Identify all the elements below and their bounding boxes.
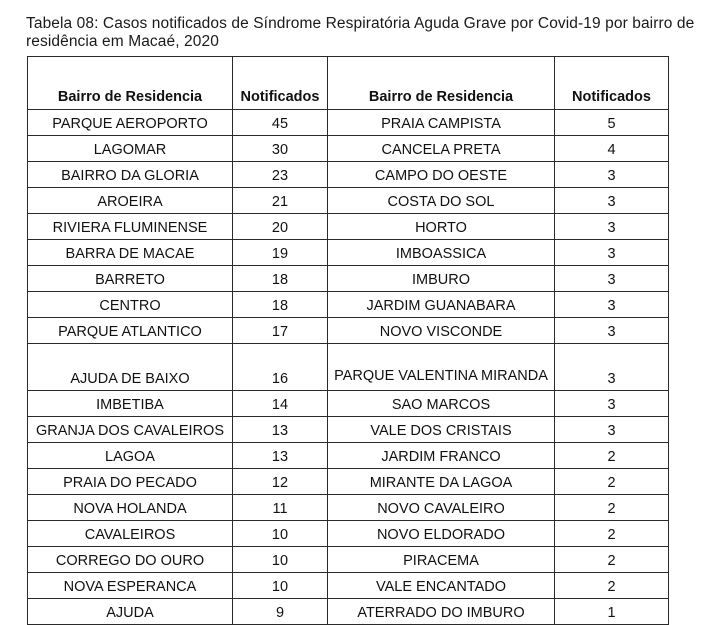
bairro-cell: BARRETO — [28, 266, 233, 292]
bairro-cell: AJUDA — [28, 599, 233, 625]
table-row — [28, 162, 669, 188]
notificados-cell: 10 — [233, 521, 328, 547]
bairro-cell: PRAIA DO PECADO — [28, 469, 233, 495]
notificados-cell: 30 — [233, 136, 328, 162]
bairro-cell: MIRANTE DA LAGOA — [328, 469, 555, 495]
bairro-cell: GRANJA DOS CAVALEIROS — [28, 417, 233, 443]
bairro-cell: HORTO — [328, 214, 555, 240]
bairro-cell: ATERRADO DO IMBURO — [328, 599, 555, 625]
notificados-cell: 19 — [233, 240, 328, 266]
bairro-cell: IMBURO — [328, 266, 555, 292]
bairro-cell: NOVO CAVALEIRO — [328, 495, 555, 521]
notificados-cell: 2 — [555, 547, 669, 573]
notificados-cell: 23 — [233, 162, 328, 188]
header-notificados-right: Notificados — [555, 57, 669, 110]
notificados-cell: 20 — [233, 214, 328, 240]
table-row — [28, 318, 669, 344]
bairro-cell: LAGOMAR — [28, 136, 233, 162]
notificados-cell: 1 — [555, 599, 669, 625]
bairro-cell: SAO MARCOS — [328, 391, 555, 417]
notificados-cell: 3 — [555, 240, 669, 266]
notificados-cell: 3 — [555, 391, 669, 417]
notificados-cell: 3 — [555, 292, 669, 318]
bairro-cell: BAIRRO DA GLORIA — [28, 162, 233, 188]
bairro-cell: CAVALEIROS — [28, 521, 233, 547]
header-bairro-left: Bairro de Residencia — [28, 57, 233, 110]
table-row — [28, 417, 669, 443]
bairro-cell: PRAIA CAMPISTA — [328, 110, 555, 136]
bairro-cell: JARDIM GUANABARA — [328, 292, 555, 318]
notificados-cell: 21 — [233, 188, 328, 214]
table-row — [28, 495, 669, 521]
bairro-cell: IMBETIBA — [28, 391, 233, 417]
header-bairro-right: Bairro de Residencia — [328, 57, 555, 110]
table-row — [28, 344, 669, 391]
notificados-cell: 13 — [233, 417, 328, 443]
bairro-cell: NOVA ESPERANCA — [28, 573, 233, 599]
notificados-cell: 13 — [233, 443, 328, 469]
notificados-cell: 2 — [555, 573, 669, 599]
bairro-cell: LAGOA — [28, 443, 233, 469]
notificados-cell: 45 — [233, 110, 328, 136]
table-row — [28, 443, 669, 469]
table-caption: Tabela 08: Casos notificados de Síndrome Respiratória Aguda Grave por Covid-19 por bairro de residência em Macaé, 2020 — [26, 15, 695, 50]
bairro-cell: BARRA DE MACAE — [28, 240, 233, 266]
table-row — [28, 240, 669, 266]
notificados-cell: 10 — [233, 547, 328, 573]
notificados-cell: 10 — [233, 573, 328, 599]
notificados-cell: 17 — [233, 318, 328, 344]
notificados-cell: 12 — [233, 469, 328, 495]
notificados-cell: 2 — [555, 469, 669, 495]
table-row — [28, 599, 669, 625]
table-row — [28, 573, 669, 599]
table-row — [28, 266, 669, 292]
notificados-cell: 4 — [555, 136, 669, 162]
bairro-cell: COSTA DO SOL — [328, 188, 555, 214]
bairro-cell: CANCELA PRETA — [328, 136, 555, 162]
header-row — [28, 57, 669, 110]
notificados-cell: 2 — [555, 495, 669, 521]
notificados-cell: 3 — [555, 188, 669, 214]
table-body — [28, 110, 669, 625]
notificados-cell: 18 — [233, 266, 328, 292]
bairro-cell: CAMPO DO OESTE — [328, 162, 555, 188]
table-row — [28, 292, 669, 318]
bairro-cell: PARQUE VALENTINA MIRANDA — [328, 344, 555, 391]
notificados-cell: 16 — [233, 344, 328, 391]
notificados-cell: 18 — [233, 292, 328, 318]
notificados-cell: 2 — [555, 443, 669, 469]
bairro-cell: AJUDA DE BAIXO — [28, 344, 233, 391]
notificados-cell: 9 — [233, 599, 328, 625]
notificados-cell: 3 — [555, 214, 669, 240]
bairro-cell: CENTRO — [28, 292, 233, 318]
table-row — [28, 469, 669, 495]
notificados-cell: 3 — [555, 344, 669, 391]
bairro-cell: NOVO ELDORADO — [328, 521, 555, 547]
header-notificados-left: Notificados — [233, 57, 328, 110]
bairro-cell: PIRACEMA — [328, 547, 555, 573]
bairro-cell: VALE DOS CRISTAIS — [328, 417, 555, 443]
notificados-cell: 14 — [233, 391, 328, 417]
table-row — [28, 136, 669, 162]
notificados-cell: 3 — [555, 266, 669, 292]
bairro-cell: CORREGO DO OURO — [28, 547, 233, 573]
bairro-cell: NOVA HOLANDA — [28, 495, 233, 521]
bairro-cell: AROEIRA — [28, 188, 233, 214]
notificados-cell: 3 — [555, 417, 669, 443]
bairro-cell: RIVIERA FLUMINENSE — [28, 214, 233, 240]
notificados-cell: 3 — [555, 318, 669, 344]
bairro-cell: NOVO VISCONDE — [328, 318, 555, 344]
table-row — [28, 521, 669, 547]
table-row — [28, 110, 669, 136]
bairro-cell: PARQUE AEROPORTO — [28, 110, 233, 136]
bairro-cell: IMBOASSICA — [328, 240, 555, 266]
cases-table — [27, 56, 669, 625]
notificados-cell: 2 — [555, 521, 669, 547]
bairro-cell: JARDIM FRANCO — [328, 443, 555, 469]
bairro-cell: VALE ENCANTADO — [328, 573, 555, 599]
table-row — [28, 214, 669, 240]
table-row — [28, 391, 669, 417]
table-row — [28, 547, 669, 573]
notificados-cell: 5 — [555, 110, 669, 136]
bairro-cell: PARQUE ATLANTICO — [28, 318, 233, 344]
table-row — [28, 188, 669, 214]
notificados-cell: 11 — [233, 495, 328, 521]
notificados-cell: 3 — [555, 162, 669, 188]
